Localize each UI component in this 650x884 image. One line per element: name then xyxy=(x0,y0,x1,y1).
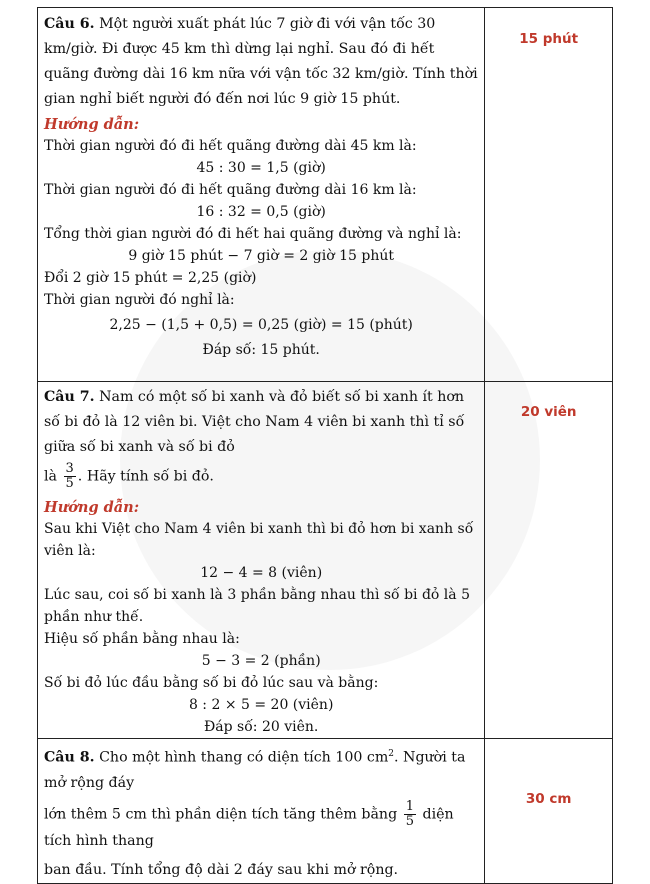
question-7-answer-cell xyxy=(485,382,613,739)
fraction-denominator: 5 xyxy=(405,813,414,829)
question-6-label: Câu 6. xyxy=(44,16,95,32)
fraction-numerator: 1 xyxy=(405,798,414,814)
question-7-la: là xyxy=(44,468,57,485)
question-8-label: Câu 8. xyxy=(44,749,95,766)
question-8-text-d: diện tích hình thang xyxy=(44,806,454,849)
question-6-answer-cell xyxy=(485,8,613,382)
q6-line-1: Thời gian người đó đi hết quãng đường dài 45 km là: xyxy=(44,138,417,154)
question-6-prompt xyxy=(38,8,484,112)
q6-line-3: Thời gian người đó đi hết quãng đường dài 16 km là: xyxy=(44,182,417,198)
questions-table xyxy=(37,7,613,884)
question-6-guide-heading: Hướng dẫn: xyxy=(44,116,140,133)
fraction-one-fifth xyxy=(404,800,416,829)
question-7-prompt-end xyxy=(38,460,484,491)
ratio-denominator: 5 xyxy=(65,476,74,491)
question-8-line-1 xyxy=(38,739,484,796)
q6-line-5: Tổng thời gian người đó đi hết hai quãng đường và nghỉ là: xyxy=(44,226,462,242)
question-8-cell xyxy=(38,739,485,884)
question-7-text: Nam có một số bi xanh và đỏ biết số bi xanh ít hơn số bi đỏ là 12 viên bi. Việt cho Nam 4 viên bi xanh thì tỉ số giữa số bi xanh và số bi đỏ xyxy=(44,389,465,455)
question-8-text-c: lớn thêm 5 cm thì phần diện tích tăng thêm bằng xyxy=(44,806,398,823)
question-6-row xyxy=(38,8,613,382)
q6-line-7: Đổi 2 giờ 15 phút = 2,25 (giờ) xyxy=(44,270,257,286)
question-7-prompt xyxy=(38,382,484,460)
question-8-answer: 30 cm xyxy=(525,791,572,807)
question-7-text-after: . Hãy tính số bi đỏ. xyxy=(77,468,214,485)
q6-final-answer: Đáp số: 15 phút. xyxy=(202,342,320,358)
q7-line-1: Sau khi Việt cho Nam 4 viên bi xanh thì bi đỏ hơn bi xanh số viên là: xyxy=(44,521,474,559)
q6-line-4: 16 : 32 = 0,5 (giờ) xyxy=(196,204,326,220)
ratio-fraction xyxy=(64,462,76,491)
q7-line-2: 12 − 4 = 8 (viên) xyxy=(200,565,323,581)
question-8-line-3: ban đầu. Tính tổng độ dài 2 đáy sau khi mở rộng. xyxy=(44,861,399,878)
question-6-cell xyxy=(38,8,485,382)
question-8-row xyxy=(38,739,613,884)
question-7-answer: 20 viên xyxy=(520,404,577,420)
q6-line-9: 2,25 − (1,5 + 0,5) = 0,25 (giờ) = 15 (phút) xyxy=(109,317,413,333)
question-7-cell xyxy=(38,382,485,739)
question-7-label: Câu 7. xyxy=(44,389,95,405)
q7-line-7: 8 : 2 × 5 = 20 (viên) xyxy=(188,697,334,713)
q7-line-4: Hiệu số phần bằng nhau là: xyxy=(44,631,240,647)
question-6-answer: 15 phút xyxy=(519,31,579,47)
question-7-row xyxy=(38,382,613,739)
question-8-text-b: . Người ta mở rộng đáy xyxy=(44,749,466,791)
q6-line-8: Thời gian người đó nghỉ là: xyxy=(44,292,235,308)
q6-line-6: 9 giờ 15 phút − 7 giờ = 2 giờ 15 phút xyxy=(128,248,394,264)
q7-line-6: Số bi đỏ lúc đầu bằng số bi đỏ lúc sau và bằng: xyxy=(44,675,379,691)
area-unit-superscript: 2 xyxy=(388,749,395,759)
question-6-text: Một người xuất phát lúc 7 giờ đi với vận tốc 30 km/giờ. Đi được 45 km thì dừng lại nghỉ. Sau đó đi hết quãng đường dài 16 km nữa với vận tốc 32 km/giờ. Tính thời gian nghỉ biết người đó đến nơi lúc 9 giờ 15 phút. xyxy=(44,16,478,107)
q7-line-5: 5 − 3 = 2 (phần) xyxy=(201,653,321,669)
question-8-line-2 xyxy=(38,796,484,854)
q7-line-3: Lúc sau, coi số bi xanh là 3 phần bằng nhau thì số bi đỏ là 5 phần như thế. xyxy=(44,587,470,625)
q7-final-answer: Đáp số: 20 viên. xyxy=(203,719,319,735)
question-8-text-a: Cho một hình thang có diện tích 100 cm xyxy=(99,749,389,766)
question-8-answer-cell xyxy=(485,739,613,884)
question-7-guide-heading: Hướng dẫn: xyxy=(44,499,140,516)
ratio-numerator: 3 xyxy=(65,461,74,476)
q6-line-2: 45 : 30 = 1,5 (giờ) xyxy=(196,160,326,176)
